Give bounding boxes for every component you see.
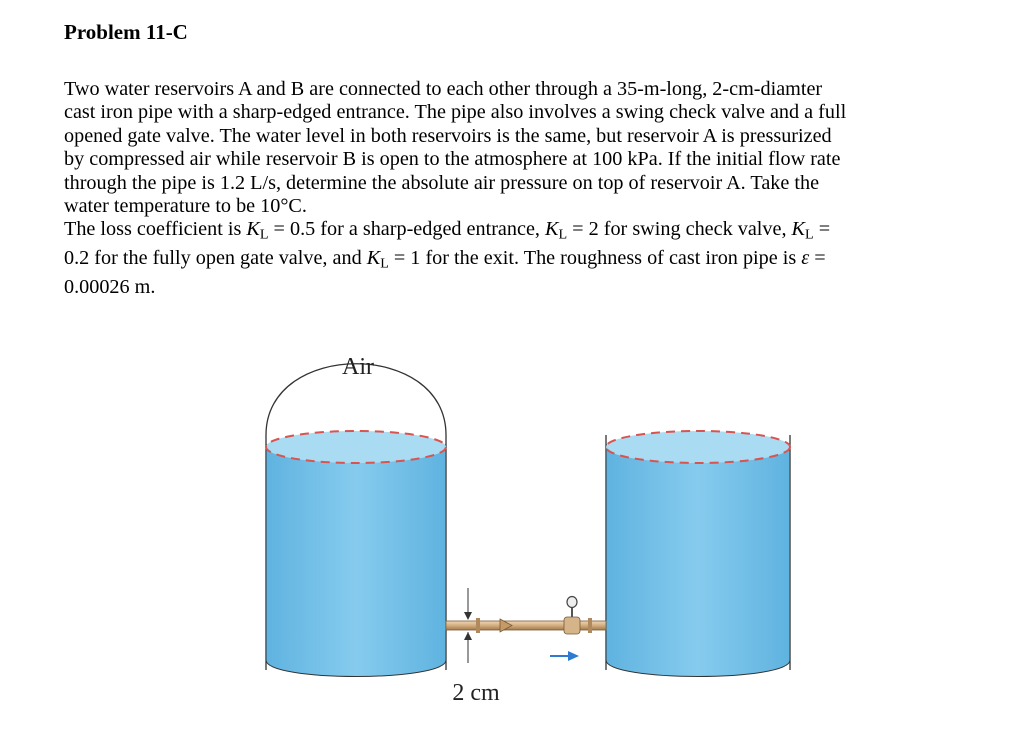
reservoir-b [606, 431, 790, 677]
problem-statement [64, 78, 1004, 300]
statement-line-6: water temperature to be 10°C. [64, 195, 307, 218]
k-symbol: $K_L$ [366, 247, 389, 272]
loss-text: The loss coefficient is [64, 218, 247, 241]
loss-coefficient-line-1 [64, 218, 1004, 247]
statement-line-1: Two water reservoirs A and B are connected to each other through a 35-m-long, 2-cm-diamter [64, 78, 823, 100]
loss-coefficient-line-3: 0.00026 m. [64, 276, 156, 299]
pipe-flange [476, 618, 480, 633]
loss-text: = 0.5 for a sharp-edged entrance, [268, 218, 546, 241]
problem-title: Problem 11-C [64, 20, 188, 44]
tank-b-water [606, 445, 790, 677]
flow-arrow-icon [550, 651, 579, 661]
pipe-body [446, 621, 606, 630]
pipe-flange [588, 618, 592, 633]
statement-line-2: cast iron pipe with a sharp-edged entrance. The pipe also involves a swing check valve and a full [64, 101, 847, 124]
statement-line-3: opened gate valve. The water level in both reservoirs is the same, but reservoir A is pressurized [64, 124, 832, 147]
statement-line-5: through the pipe is 1.2 L/s, determine the absolute air pressure on top of reservoir A. Take the [64, 171, 820, 194]
air-label: Air [342, 354, 374, 380]
diameter-dimension [452, 588, 500, 706]
loss-text: = [813, 218, 831, 241]
reservoir-figure [262, 330, 802, 730]
tank-a-water [266, 445, 446, 677]
k-symbol: $K_L$ [246, 218, 269, 243]
loss-text: = [809, 247, 826, 270]
k-symbol: $K_L$ [545, 218, 568, 243]
epsilon-symbol: ε [801, 247, 810, 270]
loss-text: 0.2 for the fully open gate valve, and [64, 247, 367, 270]
loss-coefficient-line-2 [64, 247, 1004, 276]
gate-valve-icon [564, 597, 580, 635]
loss-text: = 1 for the exit. The roughness of cast iron pipe is [388, 247, 802, 270]
statement-line-4: by compressed air while reservoir B is open to the atmosphere at 100 kPa. If the initial flow rate [64, 148, 841, 171]
reservoir-a [266, 354, 446, 677]
loss-text: = 2 for swing check valve, [567, 218, 792, 241]
k-symbol: $K_L$ [791, 218, 814, 243]
diameter-label: 2 cm [452, 680, 500, 706]
